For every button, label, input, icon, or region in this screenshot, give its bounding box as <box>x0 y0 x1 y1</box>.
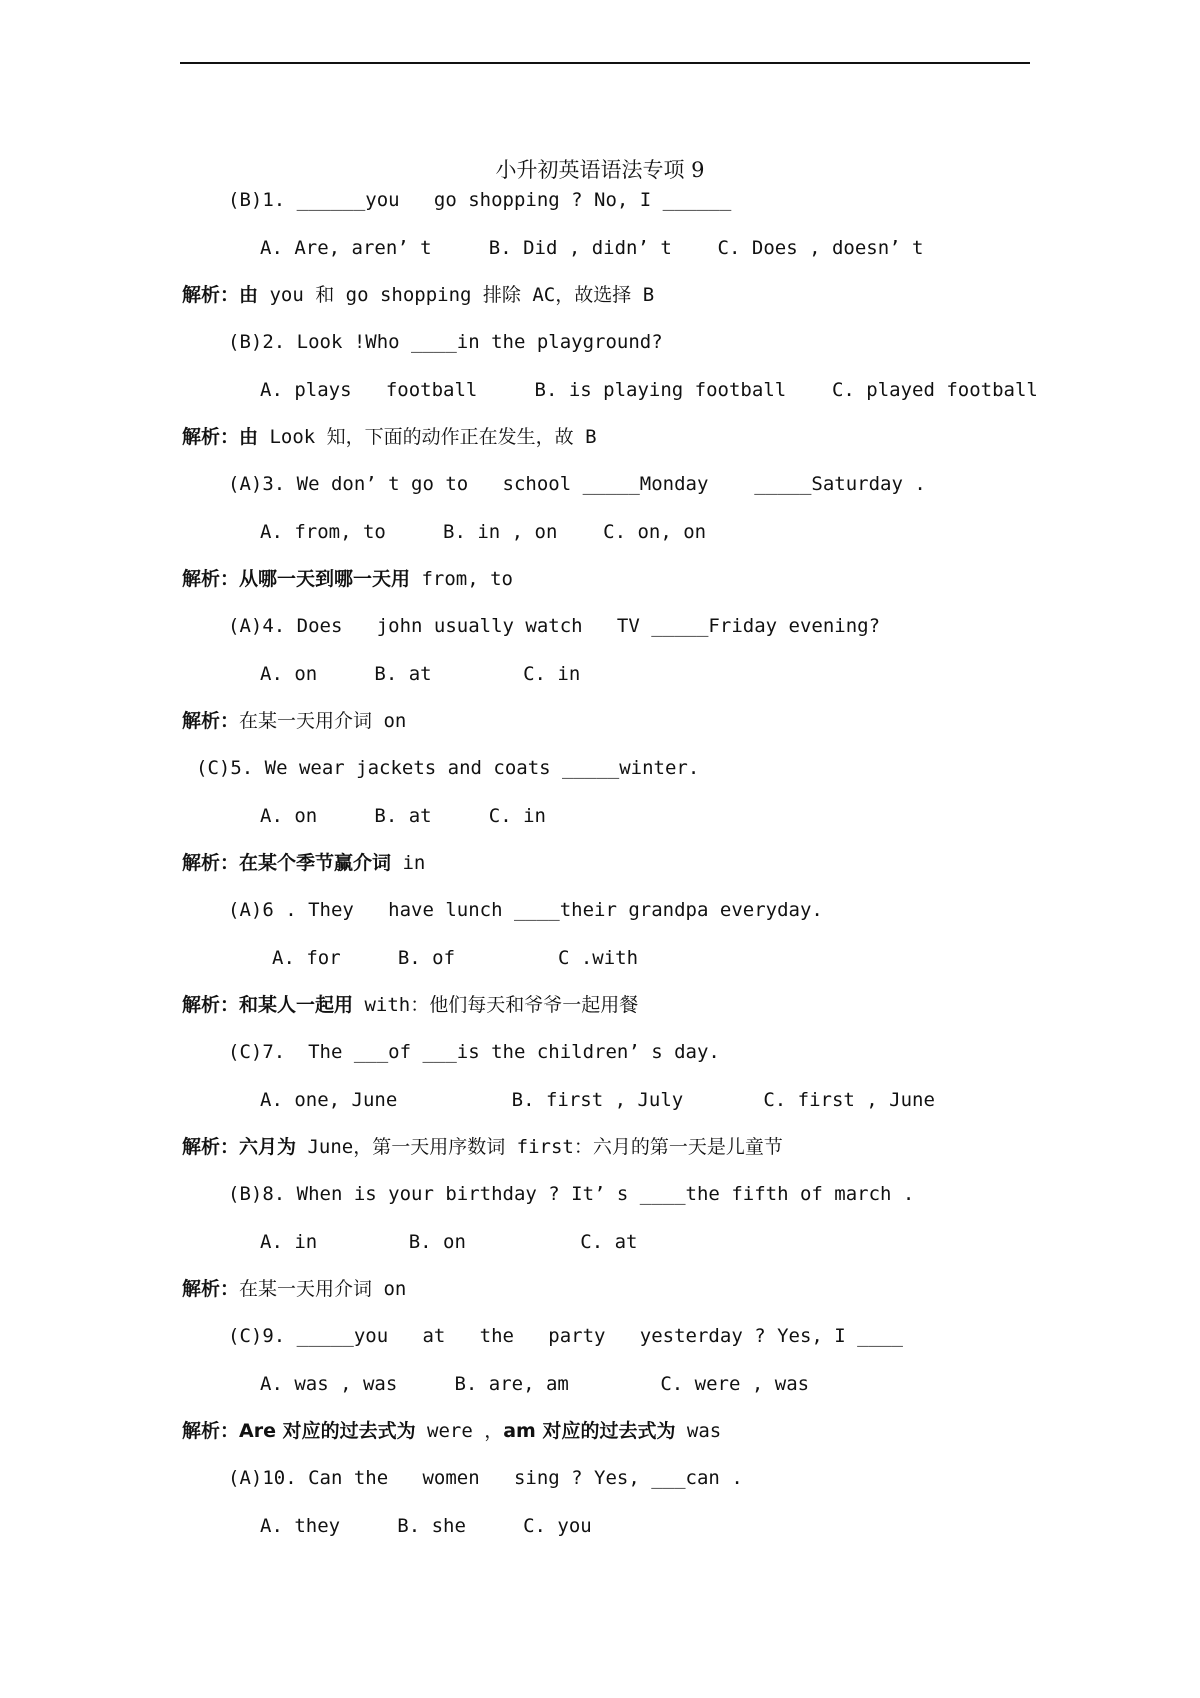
analysis-bold: 由 <box>239 284 259 306</box>
analysis-line <box>182 1135 783 1159</box>
question-options: A. plays football B. is playing football C. played football <box>260 379 1038 401</box>
question-stem: (A)6 . They have lunch ____their grandpa everyday. <box>228 899 823 921</box>
analysis-text: 在某一天用介词 on <box>239 1278 407 1300</box>
analysis-label: 解析： <box>182 426 240 448</box>
header-rule <box>180 62 1030 64</box>
analysis-line <box>182 1277 406 1301</box>
analysis-label: 解析： <box>182 710 240 732</box>
question-stem: (A)4. Does john usually watch TV _____Friday evening? <box>228 615 881 637</box>
analysis-bold: 从哪一天到哪一天用 <box>239 568 411 590</box>
analysis-text: was <box>675 1420 722 1442</box>
question-stem: (C)9. _____you at the party yesterday ? Yes, I ____ <box>228 1325 903 1347</box>
analysis-label: 解析： <box>182 994 240 1016</box>
question-options: A. in B. on C. at <box>260 1231 638 1253</box>
question-options: A. from, to B. in , on C. on, on <box>260 521 707 543</box>
analysis-text: were ， <box>415 1420 504 1442</box>
analysis-line <box>182 851 425 875</box>
analysis-text: June，第一天用序数词 first：六月的第一天是儿童节 <box>296 1136 783 1158</box>
question-stem: (A)3. We don’ t go to school _____Monday _____Saturday . <box>228 473 926 495</box>
analysis-bold: 在某个季节赢介词 <box>239 852 392 874</box>
analysis-text: from, to <box>410 568 513 590</box>
analysis-label: 解析： <box>182 568 240 590</box>
analysis-line <box>182 567 513 591</box>
analysis-bold: am 对应的过去式为 <box>503 1420 676 1442</box>
question-stem: (C)7. The ___of ___is the children’ s day. <box>228 1041 720 1063</box>
question-stem: (B)2. Look !Who ____in the playground? <box>228 331 663 353</box>
question-options: A. on B. at C. in <box>260 805 546 827</box>
analysis-line <box>182 709 406 733</box>
question-options: A. they B. she C. you <box>260 1515 592 1537</box>
question-stem: (A)10. Can the women sing ? Yes, ___can . <box>228 1467 743 1489</box>
analysis-bold: 和某人一起用 <box>239 994 354 1016</box>
analysis-text: with：他们每天和爷爷一起用餐 <box>353 994 639 1016</box>
analysis-text: you 和 go shopping 排除 AC，故选择 B <box>258 284 655 306</box>
question-stem: (C)5. We wear jackets and coats _____winter. <box>196 757 700 779</box>
analysis-bold: Are 对应的过去式为 <box>239 1420 416 1442</box>
analysis-bold: 六月为 <box>239 1136 297 1158</box>
analysis-label: 解析： <box>182 1136 240 1158</box>
analysis-label: 解析： <box>182 1278 240 1300</box>
analysis-label: 解析： <box>182 284 240 306</box>
question-options: A. Are, aren’ t B. Did , didn’ t C. Does , doesn’ t <box>260 237 924 259</box>
question-options: A. was , was B. are, am C. were , was <box>260 1373 810 1395</box>
analysis-label: 解析： <box>182 1420 240 1442</box>
question-options: A. for B. of C .with <box>272 947 639 969</box>
analysis-line <box>182 1419 721 1443</box>
analysis-text: in <box>391 852 426 874</box>
analysis-line <box>182 283 654 307</box>
analysis-line <box>182 425 597 449</box>
analysis-label: 解析： <box>182 852 240 874</box>
analysis-line <box>182 993 638 1017</box>
analysis-text: Look 知，下面的动作正在发生，故 B <box>258 426 597 448</box>
question-stem: (B)1. ______you go shopping ? No, I ______ <box>228 189 732 211</box>
page-title: 小升初英语语法专项 9 <box>495 158 705 182</box>
question-stem: (B)8. When is your birthday ? It’ s ____the fifth of march . <box>228 1183 915 1205</box>
analysis-text: 在某一天用介词 on <box>239 710 407 732</box>
question-options: A. on B. at C. in <box>260 663 581 685</box>
analysis-bold: 由 <box>239 426 259 448</box>
question-options: A. one, June B. first , July C. first , June <box>260 1089 935 1111</box>
